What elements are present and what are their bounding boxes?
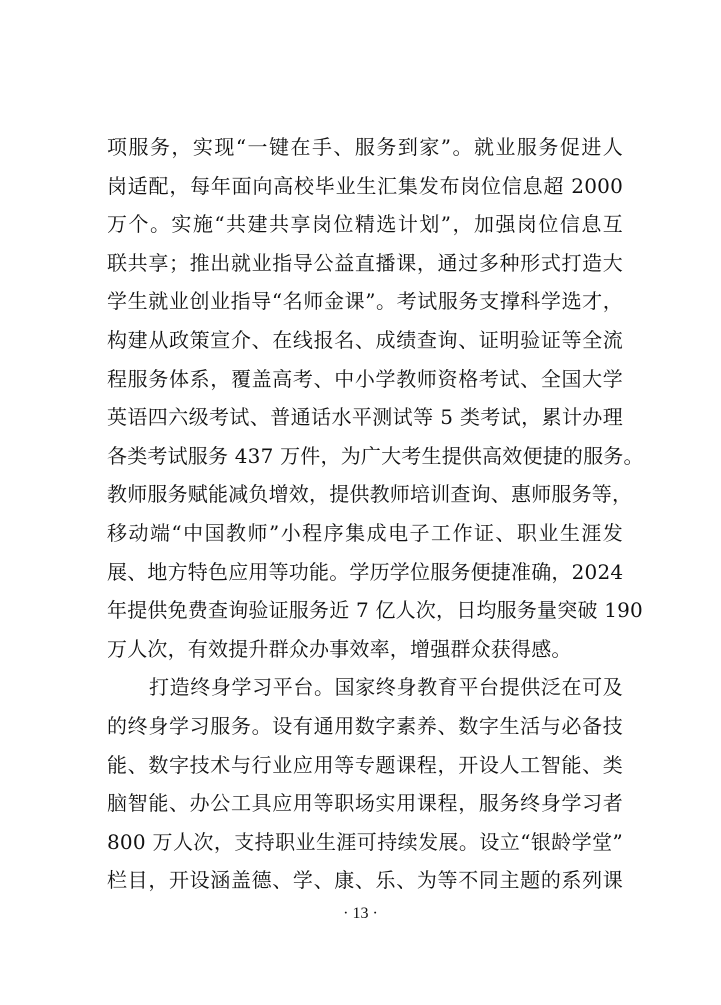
text-line: 程服务体系，覆盖高考、中小学教师资格考试、全国大学	[107, 366, 623, 391]
text-line: 项服务，实现“一键在手、服务到家”。就业服务促进人	[107, 135, 623, 159]
text-line: 脑智能、办公工具应用等职场实用课程，服务终身学习者	[107, 791, 623, 816]
text-line: 教师服务赋能减负增效，提供教师培训查询、惠师服务等，	[107, 482, 633, 507]
page-number: · 13 ·	[343, 905, 378, 922]
text-line: 800 万人次，支持职业生涯可持续发展。设立“银龄学堂”	[107, 829, 623, 854]
text-line: 岗适配，每年面向高校毕业生汇集发布岗位信息超 2000	[107, 173, 623, 198]
text-line: 移动端“中国教师”小程序集成电子工作证、职业生涯发	[107, 520, 623, 545]
text-line: 英语四六级考试、普通话水平测试等 5 类考试，累计办理	[107, 405, 623, 430]
text-line: 各类考试服务 437 万件，为广大考生提供高效便捷的服务。	[107, 443, 644, 468]
text-line: 的终身学习服务。设有通用数字素养、数字生活与必备技	[107, 713, 623, 738]
paragraph-first-line: 打造终身学习平台。国家终身教育平台提供泛在可及	[149, 675, 623, 700]
text-line: 万人次，有效提升群众办事效率，增强群众获得感。	[107, 636, 572, 661]
text-line: 展、地方特色应用等功能。学历学位服务便捷准确，2024	[107, 559, 624, 584]
text-line: 联共享；推出就业指导公益直播课，通过多种形式打造大	[107, 250, 623, 275]
text-line: 万个。实施“共建共享岗位精选计划”，加强岗位信息互	[107, 212, 623, 237]
text-line: 学生就业创业指导“名师金课”。考试服务支撑科学选才，	[107, 289, 623, 314]
text-line: 栏目，开设涵盖德、学、康、乐、为等不同主题的系列课	[107, 868, 623, 893]
text-line: 年提供免费查询验证服务近 7 亿人次，日均服务量突破 190	[107, 598, 643, 623]
body-text	[107, 128, 644, 900]
text-line: 能、数字技术与行业应用等专题课程，开设人工智能、类	[107, 752, 623, 777]
text-line: 构建从政策宣介、在线报名、成绩查询、证明验证等全流	[107, 327, 623, 352]
